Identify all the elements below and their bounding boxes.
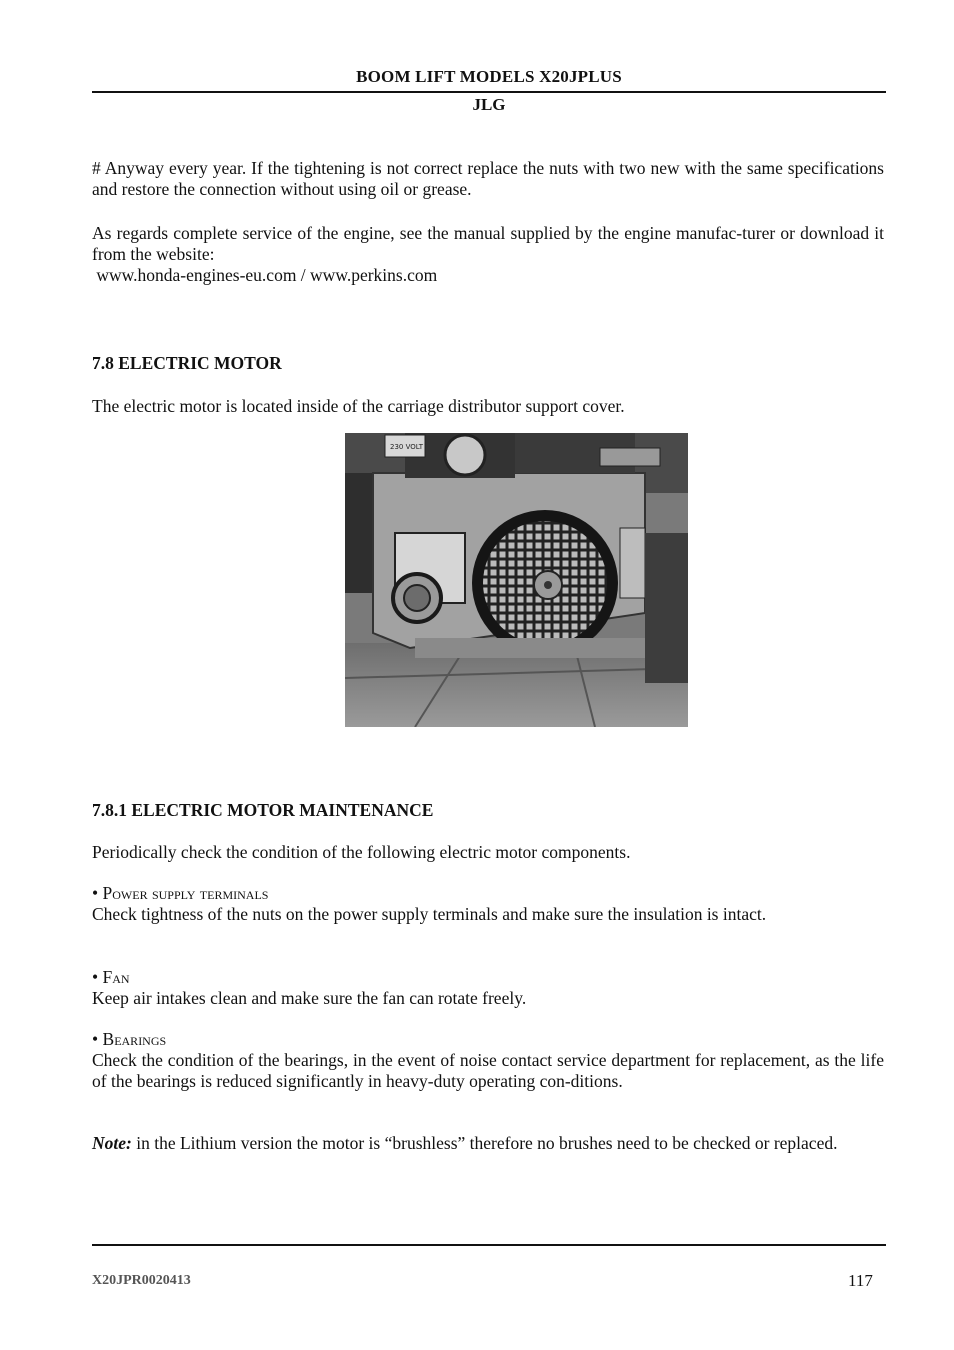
note-paragraph [92, 1133, 884, 1154]
item-title: Fan [102, 967, 130, 987]
document-title: BOOM LIFT MODELS X20JPLUS [356, 67, 622, 86]
section-heading-7-8: 7.8 ELECTRIC MOTOR [92, 353, 282, 373]
bullet-marker: • [92, 1029, 99, 1049]
bullet-marker: • [92, 883, 99, 903]
item-text: Keep air intakes clean and make sure the fan can rotate freely. [92, 988, 527, 1008]
section-7-8-text: The electric motor is located inside of the carriage distributor support cover. [92, 396, 625, 416]
page-number: 117 [848, 1271, 873, 1290]
item-text: Check tightness of the nuts on the power supply terminals and make sure the insulation is intact. [92, 904, 767, 924]
note-text: in the Lithium version the motor is “brushless” therefore no brushes need to be checked or replaced. [131, 1133, 838, 1153]
item-text: Check the condition of the bearings, in the event of noise contact service department for replacement, as the life of the bearings is reduced significantly in heavy-duty operating con-ditions. [92, 1050, 884, 1091]
electric-motor-photo [345, 433, 688, 727]
bullet-marker: • [92, 967, 99, 987]
document-code: X20JPR0020413 [92, 1273, 191, 1288]
footer-divider [92, 1244, 886, 1246]
website-links: www.honda-engines-eu.com / www.perkins.com [92, 265, 438, 285]
brand-name: JLG [472, 95, 506, 114]
header-divider [92, 91, 886, 93]
section-7-8-1-intro: Periodically check the condition of the following electric motor components. [92, 842, 631, 862]
intro-paragraph-2: As regards complete service of the engine, see the manual supplied by the engine manufac-turer or download it from the website: [92, 223, 884, 264]
item-title: Power supply terminals [102, 883, 269, 903]
item-title: Bearings [102, 1029, 167, 1049]
note-label: Note: [92, 1133, 132, 1153]
intro-paragraph-1: # Anyway every year. If the tightening is not correct replace the nuts with two new with the same specifications and restore the connection without using oil or grease. [92, 158, 884, 199]
section-heading-7-8-1: 7.8.1 ELECTRIC MOTOR MAINTENANCE [92, 800, 434, 820]
voltage-label: 230 VOLT [390, 443, 423, 451]
electric-motor-illustration [345, 433, 688, 727]
